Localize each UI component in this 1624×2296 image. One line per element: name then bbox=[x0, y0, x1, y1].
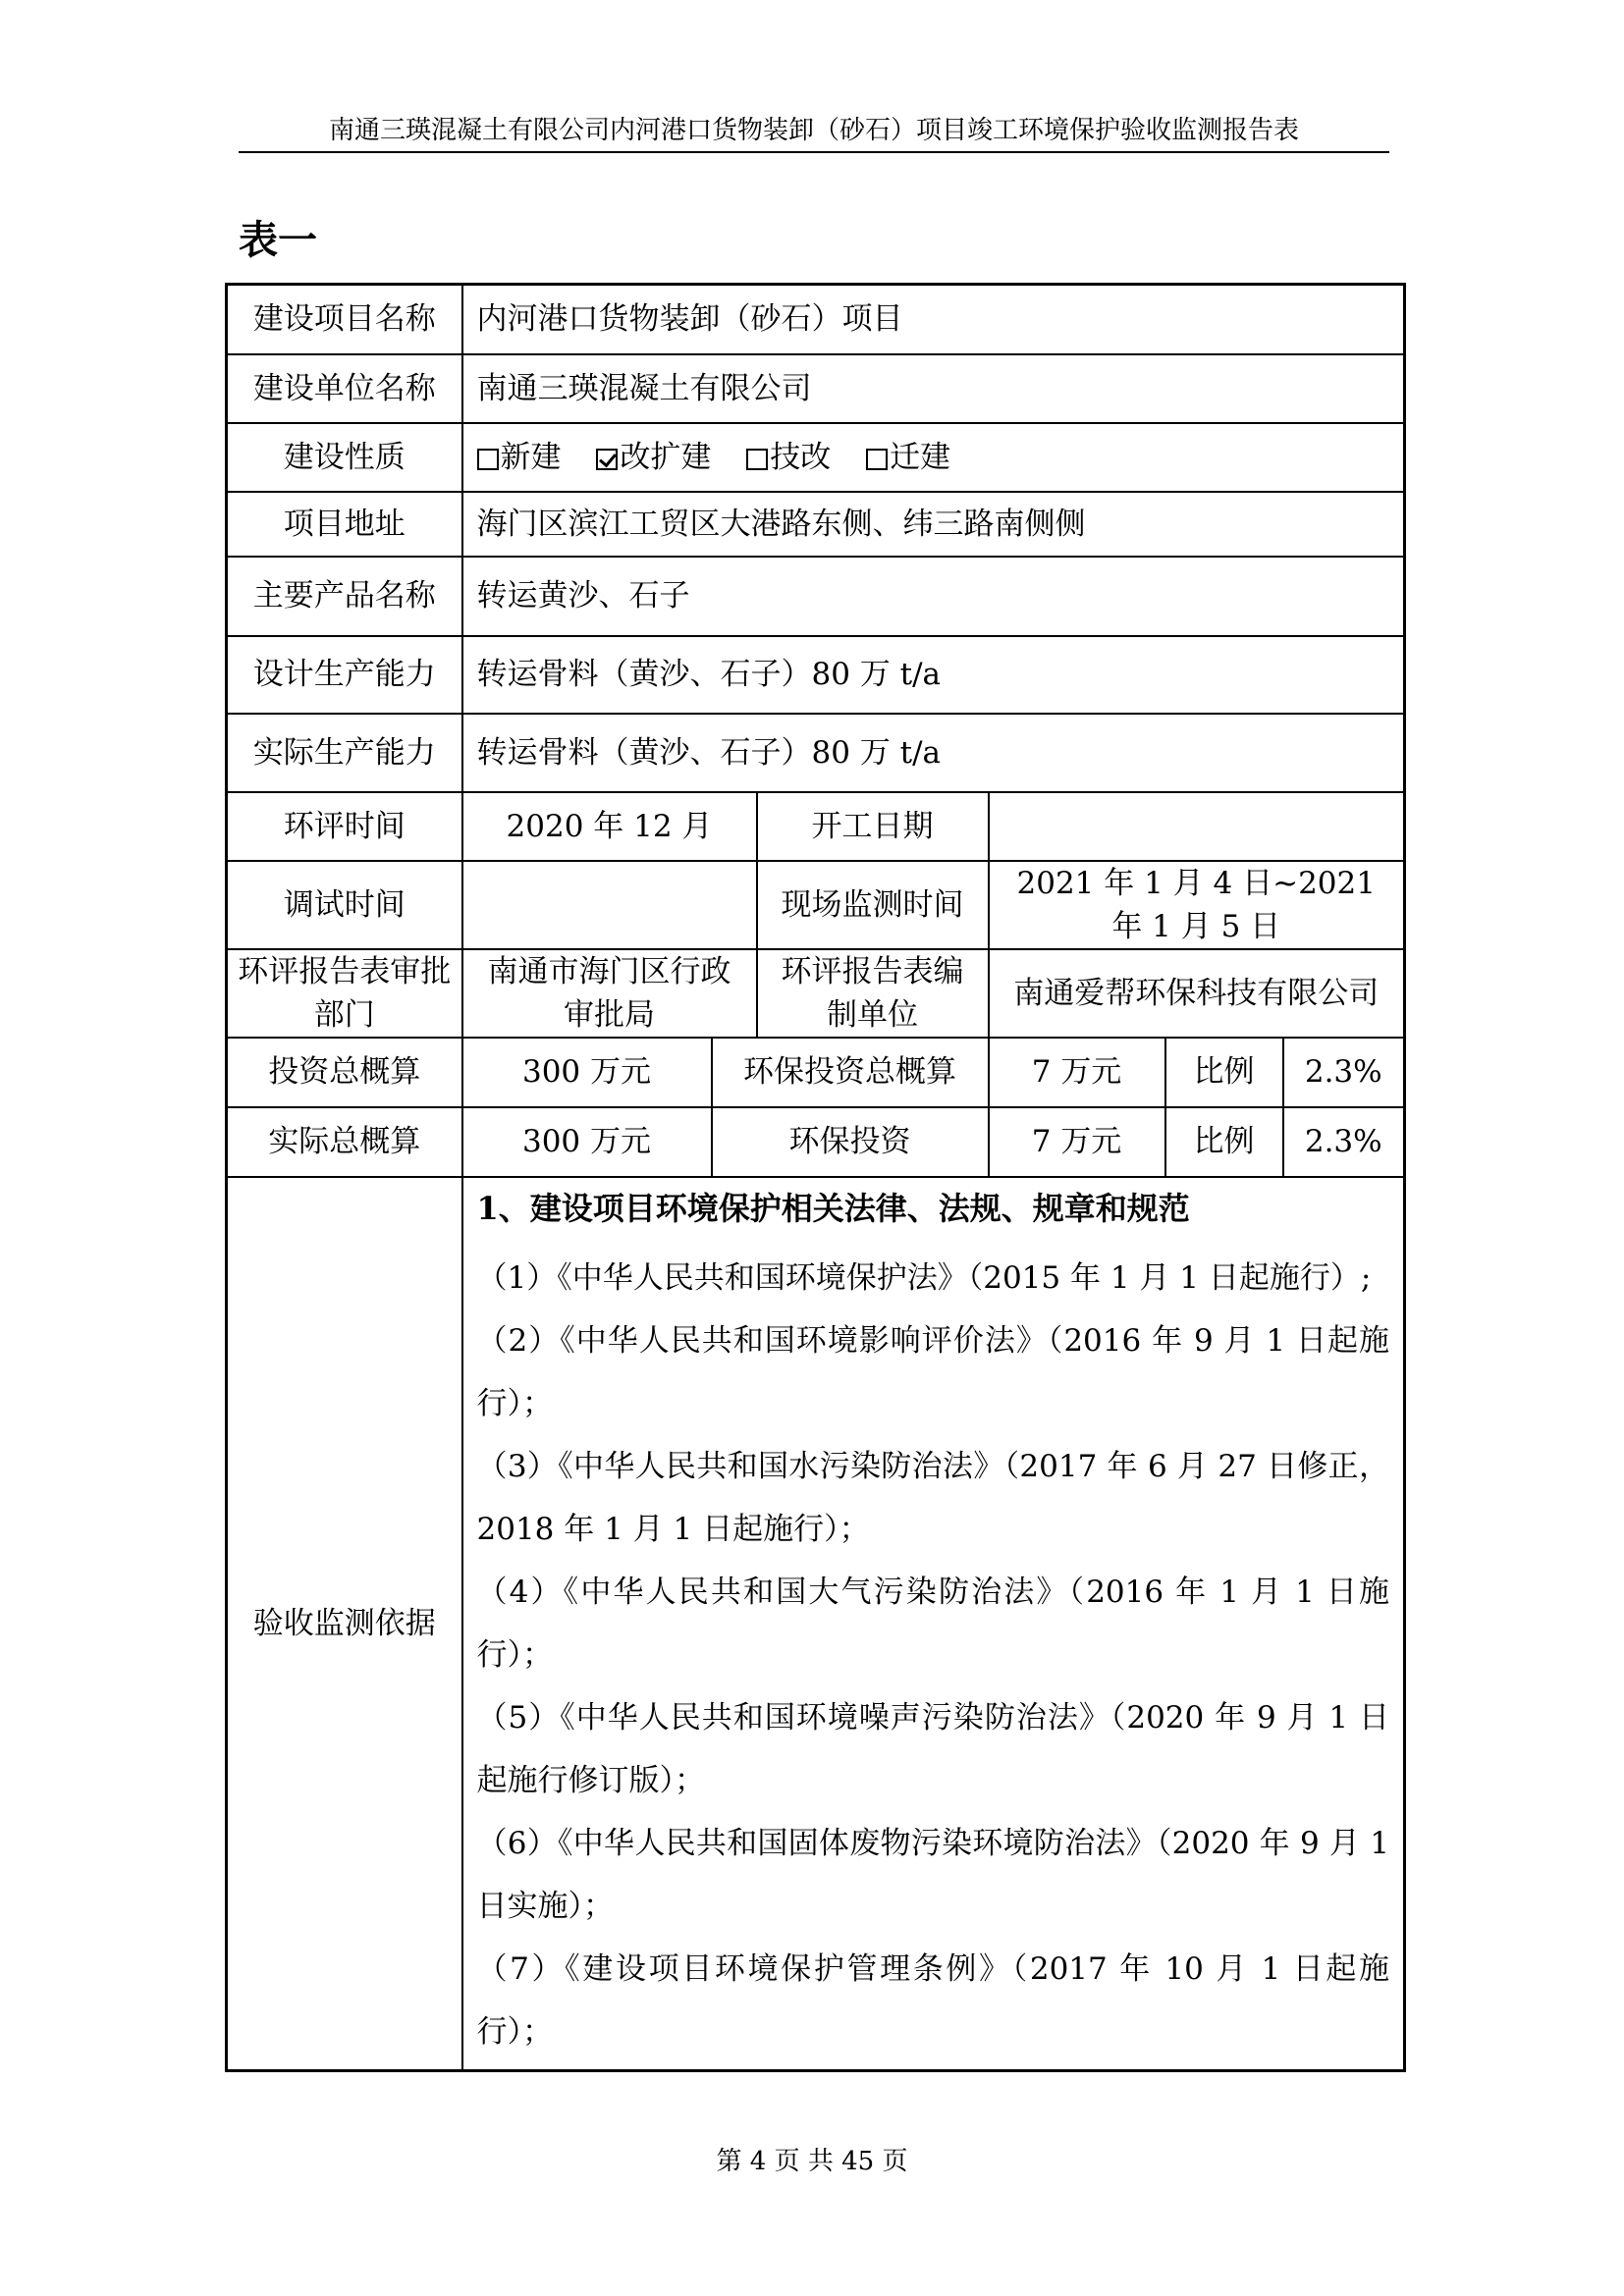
row-actual-capacity bbox=[227, 714, 1405, 792]
row-investment-budget bbox=[227, 1038, 1405, 1107]
label-actual-capacity: 实际生产能力 bbox=[227, 714, 462, 792]
label-basis: 验收监测依据 bbox=[227, 1177, 462, 2071]
basis-item: （5）《中华人民共和国环境噪声污染防治法》（2020 年 9 月 1 日起施行修订版）； bbox=[476, 1699, 1389, 1798]
value-eia-time: 2020 年 12 月 bbox=[462, 792, 757, 861]
row-nature bbox=[227, 423, 1405, 492]
option-tech-upgrade[interactable] bbox=[746, 440, 831, 475]
basis-content bbox=[462, 1177, 1405, 2071]
checkbox-new-build-icon bbox=[477, 449, 499, 470]
checkbox-checked-expansion-icon bbox=[596, 449, 618, 470]
label-investment-budget: 投资总概算 bbox=[227, 1038, 462, 1107]
option-tech-upgrade-label: 技改 bbox=[770, 439, 832, 475]
value-monitor-time: 2021 年 1 月 4 日~2021 年 1 月 5 日 bbox=[989, 861, 1405, 949]
label-actual-budget: 实际总概算 bbox=[227, 1107, 462, 1177]
basis-item: （2）《中华人民共和国环境影响评价法》（2016 年 9 月 1 日起施行）； bbox=[476, 1322, 1389, 1421]
value-address: 海门区滨江工贸区大港路东侧、纬三路南侧侧 bbox=[462, 492, 1405, 557]
row-approval bbox=[227, 949, 1405, 1038]
label-nature: 建设性质 bbox=[227, 423, 462, 492]
label-ratio: 比例 bbox=[1165, 1038, 1283, 1107]
page-header: 南通三瑛混凝土有限公司内河港口货物装卸（砂石）项目竣工环境保护验收监测报告表 bbox=[239, 114, 1389, 153]
label-address: 项目地址 bbox=[227, 492, 462, 557]
value-compile-unit: 南通爱帮环保科技有限公司 bbox=[989, 949, 1405, 1038]
label-ratio-actual: 比例 bbox=[1165, 1107, 1283, 1177]
value-actual-capacity: 转运骨料（黄沙、石子）80 万 t/a bbox=[462, 714, 1405, 792]
label-approval-dept: 环评报告表审批部门 bbox=[227, 949, 462, 1038]
option-new-build[interactable] bbox=[477, 440, 562, 475]
value-ratio-actual: 2.3% bbox=[1283, 1107, 1405, 1177]
row-debug-time bbox=[227, 861, 1405, 949]
value-project-name: 内河港口货物装卸（砂石）项目 bbox=[462, 285, 1405, 354]
row-actual-budget bbox=[227, 1107, 1405, 1177]
label-eia-time: 环评时间 bbox=[227, 792, 462, 861]
value-start-date bbox=[989, 792, 1405, 861]
nature-options bbox=[462, 423, 1405, 492]
row-eia-time bbox=[227, 792, 1405, 861]
label-start-date: 开工日期 bbox=[757, 792, 989, 861]
value-design-capacity: 转运骨料（黄沙、石子）80 万 t/a bbox=[462, 636, 1405, 714]
value-actual-budget: 300 万元 bbox=[462, 1107, 712, 1177]
basis-item: （6）《中华人民共和国固体废物污染环境防治法》（2020 年 9 月 1 日实施）； bbox=[476, 1825, 1389, 1924]
label-monitor-time: 现场监测时间 bbox=[757, 861, 989, 949]
value-env-investment-budget: 7 万元 bbox=[989, 1038, 1165, 1107]
option-relocation-label: 迁建 bbox=[890, 439, 951, 475]
label-company: 建设单位名称 bbox=[227, 354, 462, 423]
option-relocation[interactable] bbox=[866, 440, 950, 475]
option-expansion-label: 改扩建 bbox=[620, 439, 712, 475]
label-product: 主要产品名称 bbox=[227, 557, 462, 636]
option-expansion[interactable] bbox=[596, 440, 711, 475]
label-compile-unit: 环评报告表编制单位 bbox=[757, 949, 989, 1038]
row-company bbox=[227, 354, 1405, 423]
label-debug-time: 调试时间 bbox=[227, 861, 462, 949]
checkbox-tech-upgrade-icon bbox=[746, 449, 768, 470]
basis-item: （7）《建设项目环境保护管理条例》（2017 年 10 月 1 日起施行）； bbox=[476, 1950, 1389, 2050]
value-product: 转运黄沙、石子 bbox=[462, 557, 1405, 636]
basis-item: （3）《中华人民共和国水污染防治法》（2017 年 6 月 27 日修正，2018 年 1 月 1 日起施行）； bbox=[476, 1448, 1389, 1547]
value-ratio: 2.3% bbox=[1283, 1038, 1405, 1107]
label-env-investment: 环保投资 bbox=[712, 1107, 989, 1177]
basis-item: （1）《中华人民共和国环境保护法》（2015 年 1 月 1 日起施行）; bbox=[476, 1259, 1372, 1296]
row-address bbox=[227, 492, 1405, 557]
checkbox-relocation-icon bbox=[866, 449, 888, 470]
section-title: 表一 bbox=[239, 217, 317, 263]
row-project-name bbox=[227, 285, 1405, 354]
label-env-investment-budget: 环保投资总概算 bbox=[712, 1038, 989, 1107]
option-new-build-label: 新建 bbox=[500, 439, 562, 475]
page-number: 第 4 页 共 45 页 bbox=[716, 2147, 908, 2176]
value-debug-time bbox=[462, 861, 757, 949]
row-design-capacity bbox=[227, 636, 1405, 714]
basis-item: （4）《中华人民共和国大气污染防治法》（2016 年 1 月 1 日施行）； bbox=[476, 1574, 1389, 1673]
basis-heading: 1、建设项目环境保护相关法律、法规、规章和规范 bbox=[476, 1189, 1190, 1227]
value-investment-budget: 300 万元 bbox=[462, 1038, 712, 1107]
row-basis bbox=[227, 1177, 1405, 2071]
value-env-investment: 7 万元 bbox=[989, 1107, 1165, 1177]
value-approval-dept: 南通市海门区行政审批局 bbox=[462, 949, 757, 1038]
label-design-capacity: 设计生产能力 bbox=[227, 636, 462, 714]
label-project-name: 建设项目名称 bbox=[227, 285, 462, 354]
row-product bbox=[227, 557, 1405, 636]
project-info-table bbox=[225, 283, 1406, 2072]
value-company: 南通三瑛混凝土有限公司 bbox=[462, 354, 1405, 423]
